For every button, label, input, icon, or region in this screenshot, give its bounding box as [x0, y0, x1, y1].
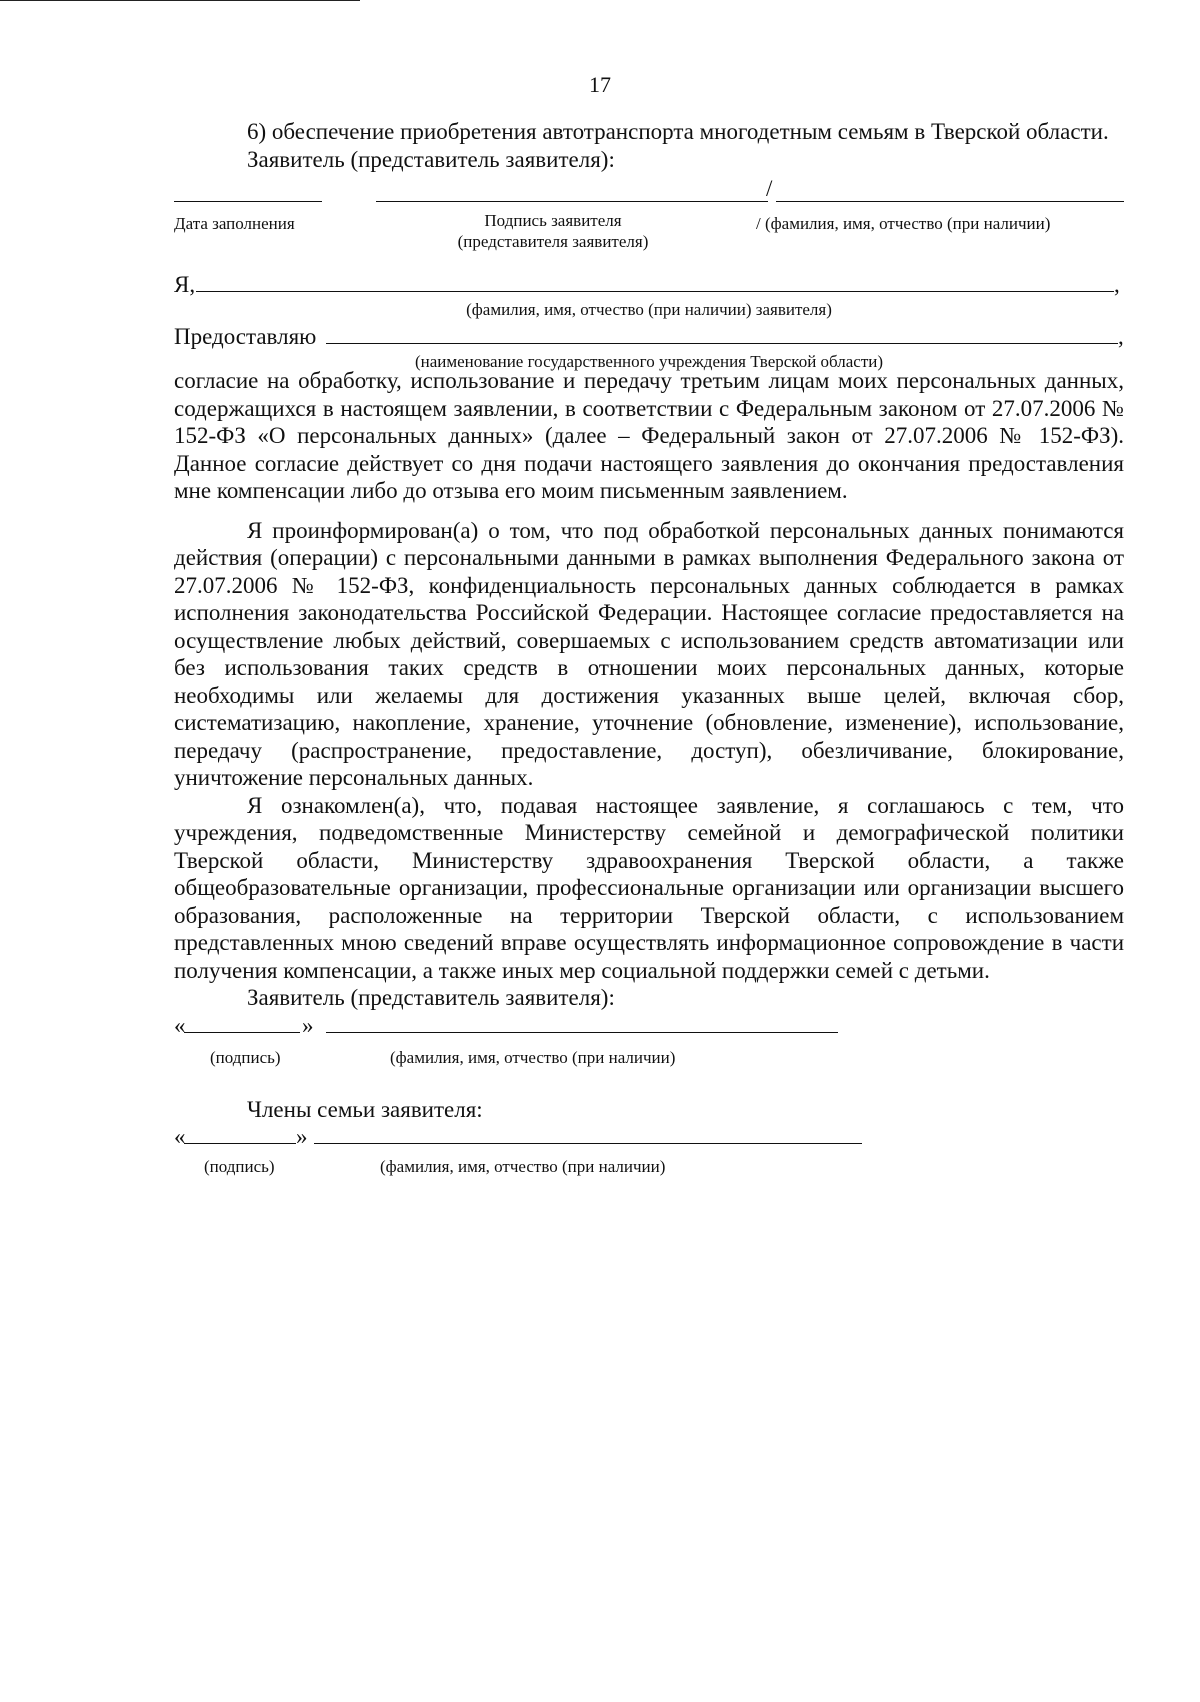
provide-prefix: Предоставляю: [174, 324, 317, 349]
applicant-signature-field[interactable]: [184, 1012, 300, 1033]
provide-comma: ,: [1118, 324, 1124, 349]
signature-label: [418, 210, 688, 252]
fio-label: / (фамилия, имя, отчество (при наличии): [756, 214, 1051, 233]
signature-label-line1: Подпись заявителя: [484, 211, 622, 230]
date-label: Дата заполнения: [174, 214, 295, 233]
date-field[interactable]: [174, 181, 322, 202]
i-caption: (фамилия, имя, отчество (при наличии) заявителя): [466, 300, 832, 319]
family-fio-caption: (фамилия, имя, отчество (при наличии): [380, 1157, 666, 1176]
close-quote: »: [302, 1012, 314, 1038]
applicant-heading-2: Заявитель (представитель заявителя):: [247, 985, 615, 1010]
family-signature-block: [174, 1123, 1124, 1176]
institution-field[interactable]: [326, 323, 1118, 344]
family-fio-field[interactable]: [314, 1123, 862, 1144]
i-comma: ,: [1114, 272, 1120, 297]
applicant-heading: Заявитель (представитель заявителя):: [247, 146, 615, 172]
signature-field[interactable]: [376, 181, 768, 202]
provide-line: [174, 323, 1124, 371]
i-line: [174, 271, 1124, 323]
slash-separator: /: [766, 176, 773, 201]
consent-paragraph-1: согласие на обработку, использование и передачу третьим лицам моих персональных данных, содержащихся в настоящем заявлении, в соответствии с Федеральным законом от 27.07.2006 № 152-ФЗ «О персональных данных» (далее – Федеральный закон от 27.07.2006 № 152-ФЗ). Данное согласие действует со дня подачи настоящего заявления до окончания предоставления мне компенсации либо до отзыва его моим письменным заявлением.: [174, 368, 1124, 503]
provide-caption: (наименование государственного учреждения Тверской области): [414, 352, 884, 371]
item-6-text: 6) обеспечение приобретения автотранспорта многодетным семьям в Тверской области.: [247, 119, 1109, 144]
fio-caption: (фамилия, имя, отчество (при наличии): [390, 1047, 676, 1067]
family-heading: Члены семьи заявителя:: [247, 1096, 483, 1122]
family-signature-caption: (подпись): [204, 1157, 275, 1176]
top-rule: [0, 0, 360, 1]
signature-block-1: [174, 176, 1124, 257]
family-close-quote: »: [296, 1124, 308, 1149]
signature-label-line2: (представителя заявителя): [457, 232, 649, 251]
document-body: [174, 118, 1124, 1176]
applicant-fio-field[interactable]: [326, 1012, 838, 1033]
consent-paragraph-2: Я проинформирован(а) о том, что под обработкой персональных данных понимаются действия (операции) с персональными данными в рамках выполнения Федерального закона от 27.07.2006 № 152-ФЗ, конфиденциальность персональных данных соблюдается в рамках исполнения законодательства Российской Федерации. Настоящее согласие предоставляется на осуществление любых действий, совершаемых с использованием средств автоматизации или без использования таких средств в отношении моих персональных данных, которые необходимы или желаемы для достижения указанных выше целей, включая сбор, систематизацию, накопление, хранение, уточнение (обновление, изменение), использование, передачу (распространение, предоставление, доступ), обезличивание, блокирование, уничтожение персональных данных.: [174, 517, 1124, 790]
consent-paragraph-3: Я ознакомлен(а), что, подавая настоящее заявление, я соглашаюсь с тем, что учреждения, подведомственные Министерству семейной и демографической политики Тверской области, Министерству здравоохранения Тверской области, а также общеобразовательные организации, профессиональные организации или организации высшего образования, расположенные на территории Тверской области, с использованием представленных мною сведений вправе осуществлять информационное сопровождение в части получения компенсации, а также иных мер социальной поддержки семей с детьми.: [174, 792, 1124, 983]
signature-caption: (подпись): [210, 1047, 281, 1067]
family-open-quote: «: [174, 1124, 186, 1149]
page-number: 17: [589, 72, 611, 97]
family-signature-field[interactable]: [184, 1123, 296, 1144]
applicant-name-field[interactable]: [196, 271, 1114, 292]
i-prefix: Я,: [174, 272, 196, 297]
fio-field[interactable]: [776, 181, 1124, 202]
open-quote: «: [174, 1012, 186, 1038]
signature-block-2: [174, 1012, 1124, 1070]
